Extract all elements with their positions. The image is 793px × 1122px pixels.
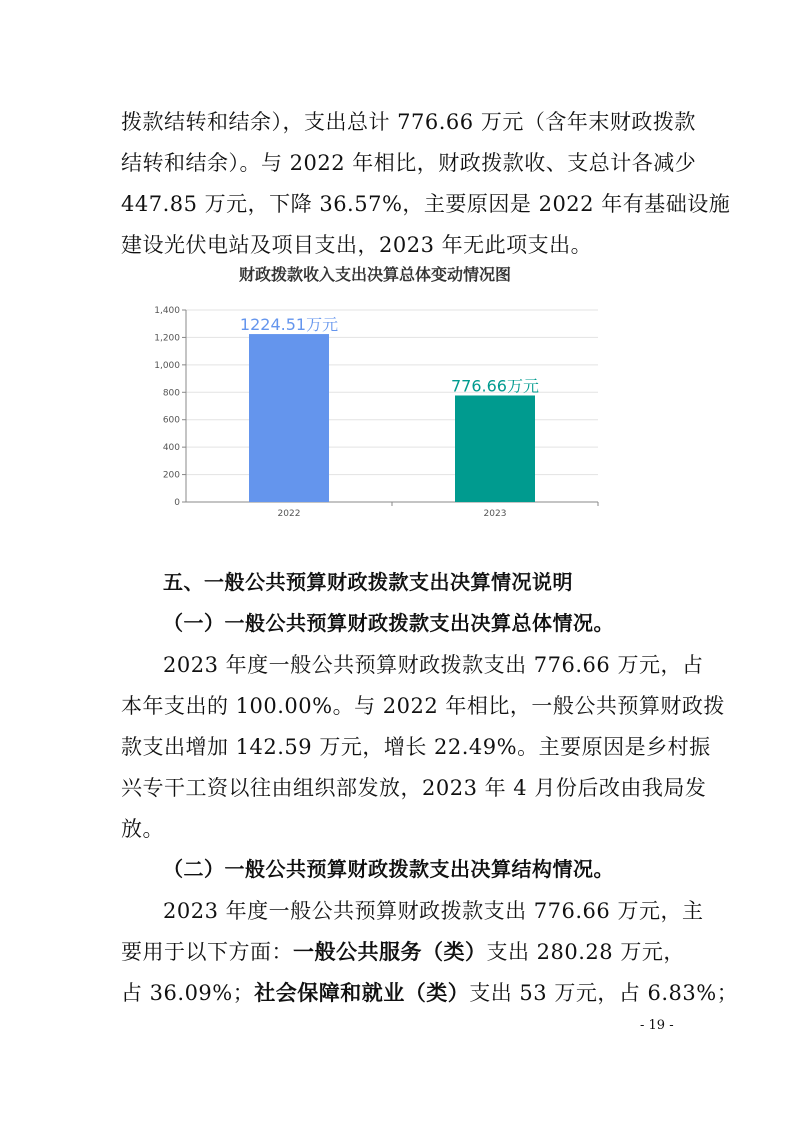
text-line: 本年支出的 100.00%。与 2022 年相比，一般公共预算财政拨	[121, 694, 725, 718]
y-tick-label: 1,200	[154, 333, 180, 344]
data-label: 1224.51万元	[239, 315, 339, 335]
section-heading: 五、一般公共预算财政拨款支出决算情况说明	[163, 570, 573, 594]
y-tick-label: 1,000	[154, 360, 180, 371]
y-tick-label: 400	[162, 443, 180, 454]
chart-svg	[140, 262, 610, 532]
category-name: 社会保障和就业（类）	[254, 981, 470, 1005]
text-line: 款支出增加 142.59 万元，增长 22.49%。主要原因是乡村振	[121, 735, 711, 759]
y-tick-label: 1,400	[154, 306, 180, 316]
text-segment: 占 36.09%；	[121, 981, 255, 1005]
subsection-heading-1: （一）一般公共预算财政拨款支出决算总体情况。	[163, 611, 614, 635]
text-line: 兴专干工资以往由组织部发放，2023 年 4 月份后改由我局发	[121, 776, 707, 800]
text-line: 2023 年度一般公共预算财政拨款支出 776.66 万元，占	[163, 653, 704, 677]
y-tick-label: 600	[162, 415, 180, 426]
text-line: 结转和结余）。与 2022 年相比，财政拨款收、支总计各减少	[121, 151, 697, 175]
text-line: 447.85 万元，下降 36.57%，主要原因是 2022 年有基础设施	[121, 192, 731, 216]
category-name: 一般公共服务（类）	[293, 940, 487, 964]
bar	[249, 334, 329, 502]
text-segment: 支出 280.28 万元，	[486, 940, 685, 964]
bar	[455, 395, 535, 502]
text-line	[121, 936, 685, 968]
y-tick-label: 0	[174, 498, 180, 508]
text-line: 建设光伏电站及项目支出，2023 年无此项支出。	[121, 233, 593, 257]
bar-chart	[140, 262, 610, 532]
text-segment: 要用于以下方面：	[121, 940, 293, 964]
text-line: 拨款结转和结余），支出总计 776.66 万元（含年末财政拨款	[121, 110, 696, 134]
x-tick-label: 2023	[483, 509, 507, 519]
page-number: - 19 -	[640, 1018, 674, 1033]
text-line: 2023 年度一般公共预算财政拨款支出 776.66 万元，主	[163, 899, 704, 923]
data-label: 776.66万元	[451, 376, 539, 396]
text-segment: 支出 53 万元，占 6.83%；	[469, 981, 739, 1005]
subsection-heading-2: （二）一般公共预算财政拨款支出决算结构情况。	[163, 857, 614, 881]
text-line	[121, 977, 738, 1009]
y-tick-label: 800	[162, 388, 180, 399]
text-line: 放。	[121, 817, 164, 841]
x-tick-label: 2022	[277, 509, 301, 519]
chart-title: 财政拨款收入支出决算总体变动情况图	[238, 265, 511, 284]
y-tick-label: 200	[162, 470, 180, 481]
